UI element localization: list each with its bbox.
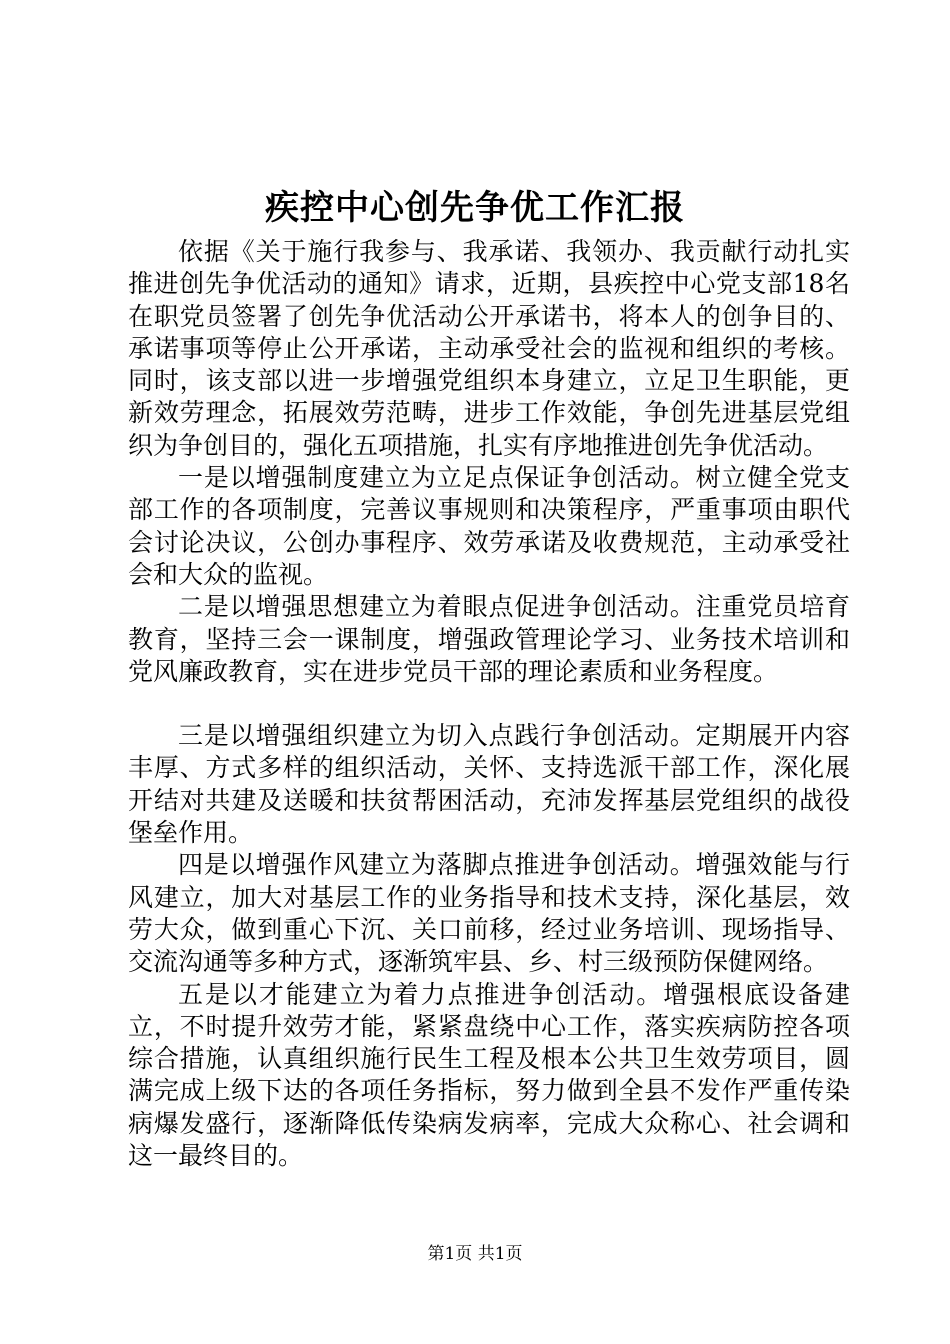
document-title: 疾控中心创先争优工作汇报	[265, 188, 685, 228]
document-body	[128, 236, 850, 1172]
paragraph-point-2: 二是以增强思想建立为着眼点促进争创活动。注重党员培育教育，坚持三会一课制度，增强政管理论学习、业务技术培训和党风廉政教育，实在进步党员干部的理论素质和业务程度。	[128, 592, 850, 686]
paragraph-intro: 依据《关于施行我参与、我承诺、我领办、我贡献行动扎实推进创先争优活动的通知》请求，近期，县疾控中心党支部18名在职党员签署了创先争优活动公开承诺书，将本人的创争目的、承诺事项等停止公开承诺，主动承受社会的监视和组织的考核。同时，该支部以进一步增强党组织本身建立，立足卫生职能，更新效劳理念，拓展效劳范畴，进步工作效能，争创先进基层党组织为争创目的，强化五项措施，扎实有序地推进创先争优活动。	[128, 237, 850, 460]
paragraph-point-5: 五是以才能建立为着力点推进争创活动。增强根底设备建立，不时提升效劳才能，紧紧盘绕中心工作，落实疾病防控各项综合措施，认真组织施行民生工程及根本公共卫生效劳项目，圆满完成上级下达的各项任务指标，努力做到全县不发作严重传染病爆发盛行，逐渐降低传染病发病率，完成大众称心、社会调和这一最终目的。	[128, 979, 850, 1171]
paragraph-point-3: 三是以增强组织建立为切入点践行争创活动。定期展开内容丰厚、方式多样的组织活动，关怀、支持选派干部工作，深化展开结对共建及送暖和扶贫帮困活动，充沛发挥基层党组织的战役堡垒作用。	[128, 721, 850, 848]
paragraph-point-4: 四是以增强作风建立为落脚点推进争创活动。增强效能与行风建立，加大对基层工作的业务指导和技术支持，深化基层，效劳大众，做到重心下沉、关口前移，经过业务培训、现场指导、交流沟通等多种方式，逐渐筑牢县、乡、村三级预防保健网络。	[128, 850, 850, 977]
page-footer: 第1页 共1页	[427, 1244, 523, 1264]
paragraph-point-1: 一是以增强制度建立为立足点保证争创活动。树立健全党支部工作的各项制度，完善议事规则和决策程序，严重事项由职代会讨论决议，公创办事程序、效劳承诺及收费规范，主动承受社会和大众的监视。	[128, 463, 850, 589]
